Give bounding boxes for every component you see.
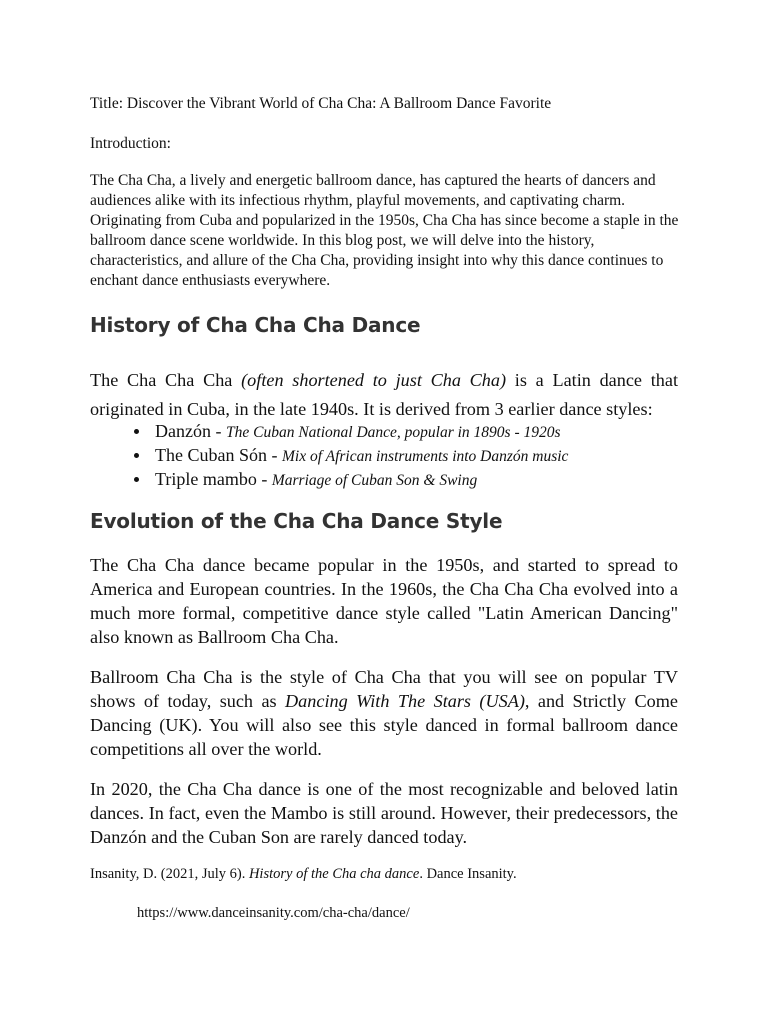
intro-label: Introduction: <box>90 135 171 152</box>
evolution-heading: Evolution of the Cha Cha Dance Style <box>90 509 503 533</box>
list-item <box>155 444 675 468</box>
style-name: Danzón - <box>155 421 226 441</box>
evolution-paragraph-2-italic: Dancing With The Stars (USA) <box>285 691 525 711</box>
intro-paragraph: The Cha Cha, a lively and energetic ballroom dance, has captured the hearts of dancers and audiences alike with its infectious rhythm, playful movements, and captivating charm. Originating from Cuba and popularized in the 1950s, Cha Cha has since become a staple in the ballroom dance scene worldwide. In this blog post, we will delve into the history, characteristics, and allure of the Cha Cha, providing insight into why this dance continues to enchant dance enthusiasts everywhere. <box>90 172 679 289</box>
style-name: The Cuban Són - <box>155 445 282 465</box>
dance-styles-list <box>155 420 675 492</box>
citation-work-title: History of the Cha cha dance <box>248 866 420 882</box>
history-paragraph-end: is a Latin dance that originated in Cuba, in the late 1940s. It is derived from 3 earlier dance styles: <box>90 370 678 419</box>
list-item <box>155 420 675 444</box>
style-description: Mix of African instruments into Danzón music <box>281 448 569 465</box>
style-description: The Cuban National Dance, popular in 1890s - 1920s <box>225 424 561 441</box>
citation <box>90 865 690 883</box>
history-paragraph-italic: (often shortened to just Cha Cha) <box>241 370 507 390</box>
bullet-icon <box>134 453 139 458</box>
document-title-line: Title: Discover the Vibrant World of Cha Cha: A Ballroom Dance Favorite <box>90 95 552 112</box>
citation-author-date: Insanity, D. (2021, July 6). <box>90 866 249 882</box>
history-paragraph-start: The Cha Cha Cha <box>90 370 242 390</box>
list-item <box>155 468 675 492</box>
evolution-paragraph-2-end: , and Strictly Come Dancing (UK). You will also see this style danced in formal ballroom dance competitions all over the world. <box>90 691 678 759</box>
bullet-icon <box>134 429 139 434</box>
history-heading: History of Cha Cha Cha Dance <box>90 313 421 337</box>
evolution-paragraph-3: In 2020, the Cha Cha dance is one of the most recognizable and beloved latin dances. In fact, even the Mambo is still around. However, their predecessors, the Danzón and the Cuban Son are rarely danced today. <box>90 779 678 847</box>
citation-publisher: . Dance Insanity. <box>419 866 517 882</box>
evolution-paragraph-2-start: Ballroom Cha Cha is the style of Cha Cha that you will see on popular TV shows of today, such as <box>90 667 678 711</box>
evolution-paragraph-1: The Cha Cha dance became popular in the 1950s, and started to spread to America and European countries. In the 1960s, the Cha Cha Cha evolved into a much more formal, competitive dance style called "Latin American Dancing" also known as Ballroom Cha Cha. <box>90 555 678 647</box>
style-description: Marriage of Cuban Son & Swing <box>271 472 478 489</box>
citation-url-link[interactable]: https://www.danceinsanity.com/cha-cha/dance/ <box>137 905 410 921</box>
evolution-paragraph-2 <box>90 665 678 761</box>
style-name: Triple mambo - <box>155 469 272 489</box>
history-paragraph <box>90 366 678 424</box>
bullet-icon <box>134 477 139 482</box>
